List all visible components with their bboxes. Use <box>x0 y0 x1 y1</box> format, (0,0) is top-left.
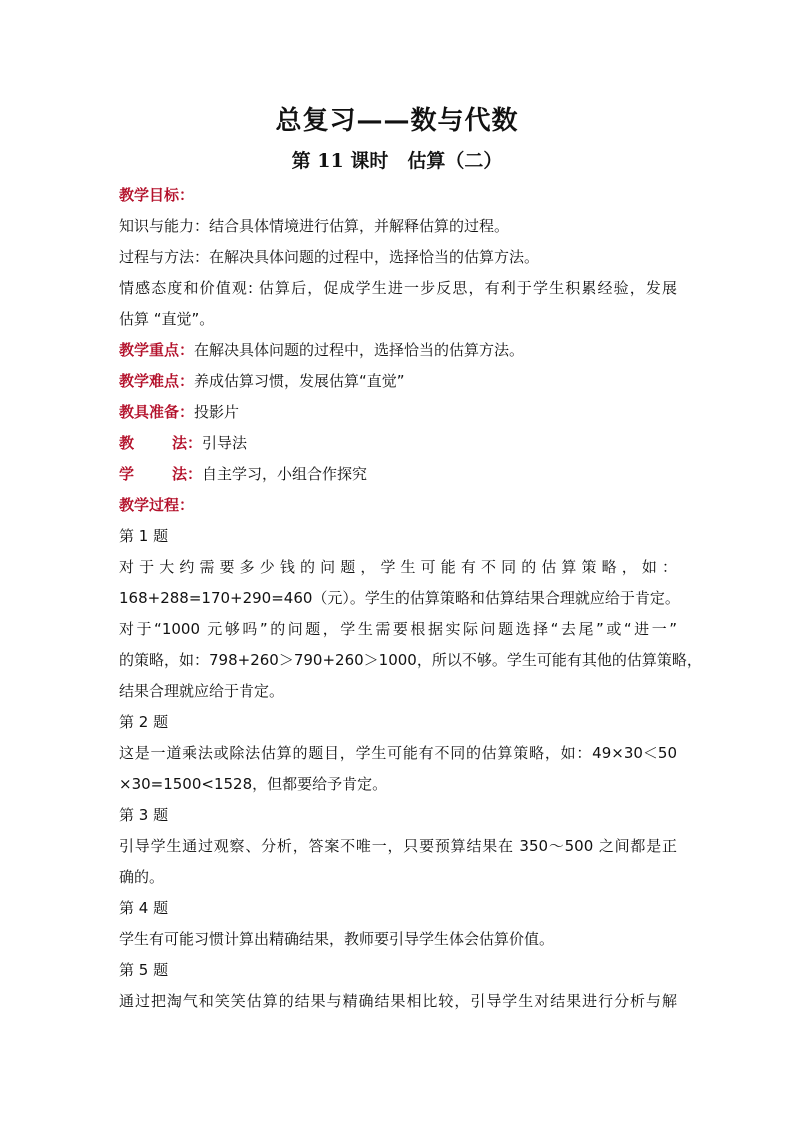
teach-method-line <box>119 428 677 459</box>
question-1-line: 对于“1000 元够吗”的问题，学生需要根据实际问题选择“去尾”或“进一” <box>119 620 677 638</box>
teach-method-text: 引导法 <box>202 434 248 452</box>
tools-line <box>119 397 677 428</box>
question-1-line: 168+288=170+290=460（元）。学生的估算策略和估算结果合理就应给于肯定。 <box>119 589 680 607</box>
question-4-line: 学生有可能习惯计算出精确结果，教师要引导学生体会估算价值。 <box>119 930 555 948</box>
teach-method-label-b: 法： <box>172 434 203 452</box>
goal-attitude-cont: 估算 “直觉”。 <box>119 310 215 328</box>
document-body <box>119 180 702 1017</box>
goal-knowledge: 知识与能力：结合具体情境进行估算，并解释估算的过程。 <box>119 217 510 235</box>
question-1-label: 第 1 题 <box>119 527 169 545</box>
key-point-text: 在解决具体问题的过程中，选择恰当的估算方法。 <box>194 341 525 359</box>
difficulty-line <box>119 366 677 397</box>
key-point-label: 教学重点： <box>119 341 195 359</box>
goal-process: 过程与方法：在解决具体问题的过程中，选择恰当的估算方法。 <box>119 248 540 266</box>
learn-method-label-a: 学 <box>119 465 135 483</box>
lesson-subtitle: 第 11 课时 估算（二） <box>291 150 503 172</box>
difficulty-text: 养成估算习惯，发展估算“直觉” <box>194 372 405 390</box>
tools-text: 投影片 <box>194 403 240 421</box>
question-1-line: 对于大约需要多少钱的问题，学生可能有不同的估算策略，如： <box>119 558 677 576</box>
key-point-line <box>119 335 677 366</box>
learn-method-line <box>119 459 677 490</box>
question-3-label: 第 3 题 <box>119 806 169 824</box>
question-3-line: 引导学生通过观察、分析，答案不唯一，只要预算结果在 350～500 之间都是正 <box>119 837 677 855</box>
question-2-label: 第 2 题 <box>119 713 169 731</box>
question-5-label: 第 5 题 <box>119 961 169 979</box>
goals-heading: 教学目标： <box>119 186 195 204</box>
question-1-line: 的策略，如：798+260＞790+260＞1000，所以不够。学生可能有其他的估算策略， <box>119 651 702 669</box>
difficulty-label: 教学难点： <box>119 372 195 390</box>
question-3-line: 确的。 <box>119 868 165 886</box>
teach-method-label-a: 教 <box>119 434 135 452</box>
question-4-label: 第 4 题 <box>119 899 169 917</box>
goal-attitude: 情感态度和价值观: 估算后，促成学生进一步反思，有利于学生积累经验，发展 <box>119 279 677 297</box>
learn-method-label-b: 法： <box>172 465 203 483</box>
page-title: 总复习——数与代数 <box>275 106 519 136</box>
question-2-line: ×30=1500<1528，但都要给予肯定。 <box>119 775 388 793</box>
process-heading: 教学过程： <box>119 496 195 514</box>
learn-method-text: 自主学习，小组合作探究 <box>202 465 368 483</box>
question-1-line: 结果合理就应给于肯定。 <box>119 682 285 700</box>
tools-label: 教具准备： <box>119 403 195 421</box>
question-2-line: 这是一道乘法或除法估算的题目，学生可能有不同的估算策略，如：49×30＜50 <box>119 744 677 762</box>
question-5-line: 通过把淘气和笑笑估算的结果与精确结果相比较，引导学生对结果进行分析与解 <box>119 992 677 1010</box>
